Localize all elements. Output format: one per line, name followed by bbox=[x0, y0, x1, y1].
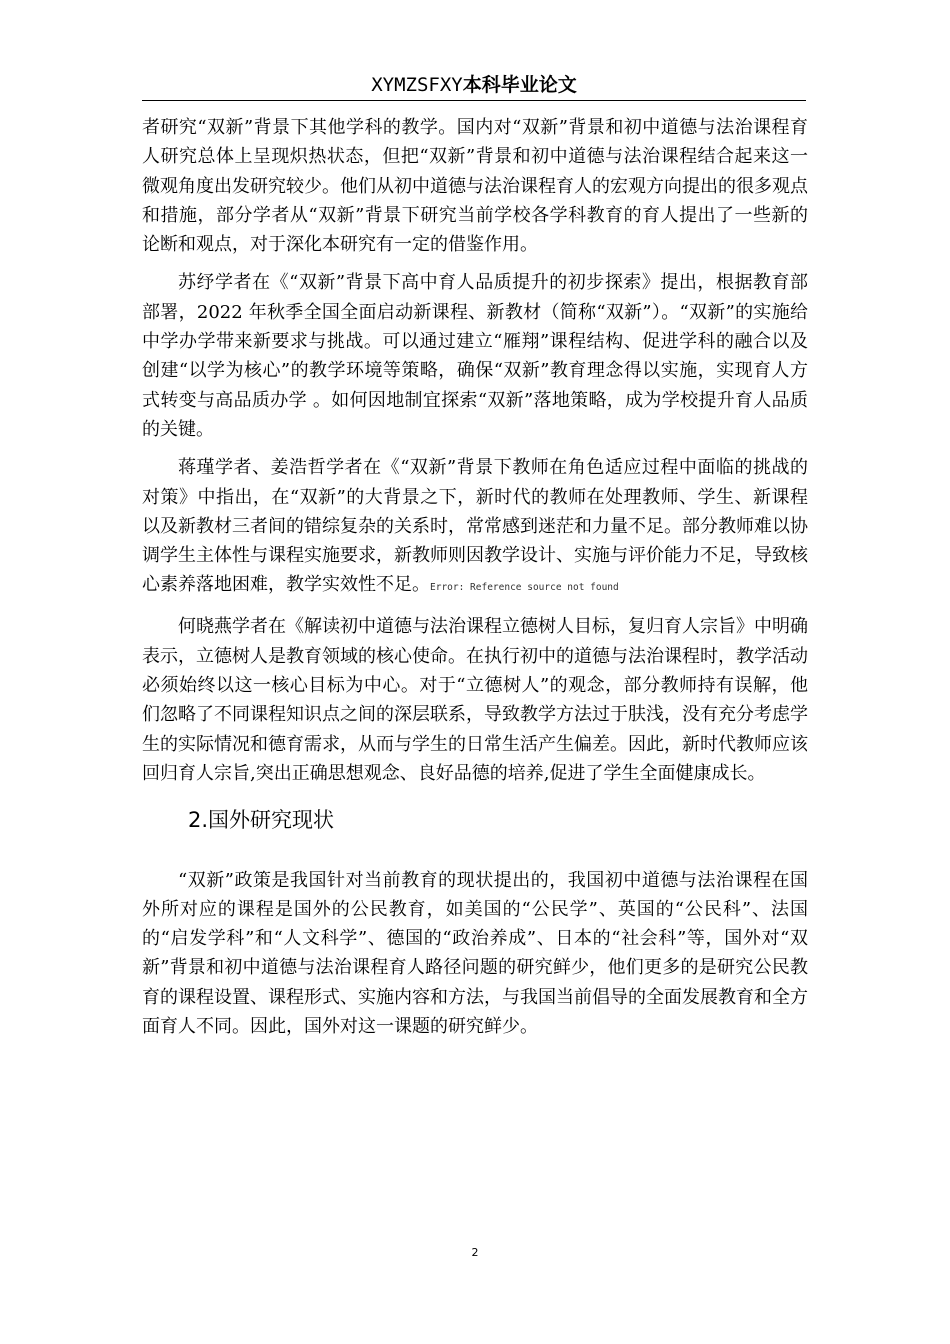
reference-error-text: Error: Reference source not found bbox=[430, 582, 619, 594]
paragraph-continuation: 者研究“双新”背景下其他学科的教学。国内对“双新”背景和初中道德与法治课程育人研究总体上呈现炽热状态，但把“双新”背景和初中道德与法治课程结合起来这一微观角度出发研究较少。他们从初中道德与法治课程育人的宏观方向提出的很多观点和措施，部分学者从“双新”背景下研究当前学校各学科教育的育人提出了一些新的论断和观点，对于深化本研究有一定的借鉴作用。 bbox=[142, 117, 808, 256]
paragraph-foreign-research: “双新”政策是我国针对当前教育的现状提出的，我国初中道德与法治课程在国外所对应的课程是国外的公民教育，如美国的“公民学”、英国的“公民科”、法国的“启发学科”和“人文科学”、德国的“政治养成”、日本的“社会科”等，国外对“双新”背景和初中道德与法治课程育人路径问题的研究鲜少，他们更多的是研究公民教育的课程设置、课程形式、实施内容和方法，与我国当前倡导的全面发展教育和全方面育人不同。因此，国外对这一课题的研究鲜少。 bbox=[142, 869, 808, 1038]
section-heading: 2.国外研究现状 bbox=[188, 808, 335, 833]
paragraph-jiang-jin bbox=[142, 453, 808, 603]
header-title: 本科毕业论文 bbox=[462, 74, 577, 96]
document-body bbox=[142, 113, 808, 1041]
paragraph-su-shu: 苏纾学者在《“双新”背景下高中育人品质提升的初步探索》提出，根据教育部部署，2022 年秋季全国全面启动新课程、新教材（简称“双新”）。“双新”的实施给中学办学带来新要求与挑战。可以通过建立“雁翔”课程结构、促进学科的融合以及创建“以学为核心”的教学环境等策略，确保“双新”教育理念得以实施，实现育人方式转变与高品质办学 。如何因地制宜探索“双新”落地策略，成为学校提升育人品质的关键。 bbox=[142, 272, 808, 440]
paragraph-he-xiaoyan: 何晓燕学者在《解读初中道德与法治课程立德树人目标，复归育人宗旨》中明确表示，立德树人是教育领域的核心使命。在执行初中的道德与法治课程时，教学活动必须始终以这一核心目标为中心。对于“立德树人”的观念，部分教师持有误解，他们忽略了不同课程知识点之间的深层联系，导致教学方法过于肤浅，没有充分考虑学生的实际情况和德育需求，从而与学生的日常生活产生偏差。因此，新时代教师应该回归育人宗旨,突出正确思想观念、良好品德的培养,促进了学生全面健康成长。 bbox=[142, 616, 808, 784]
paragraph-jiang-jin-text: 蒋瑾学者、姜浩哲学者在《“双新”背景下教师在角色适应过程中面临的挑战的对策》中指出，在“双新”的大背景之下，新时代的教师在处理教师、学生、新课程以及新教材三者间的错综复杂的关系时，常常感到迷茫和力量不足。部分教师难以协调学生主体性与课程实施要求，新教师则因教学设计、实施与评价能力不足，导致核心素养落地困难，教学实效性不足。 bbox=[142, 457, 808, 596]
page-header bbox=[142, 70, 806, 101]
header-latin-code: XYMZSFXY bbox=[371, 74, 463, 96]
page-number: 2 bbox=[471, 1246, 479, 1259]
